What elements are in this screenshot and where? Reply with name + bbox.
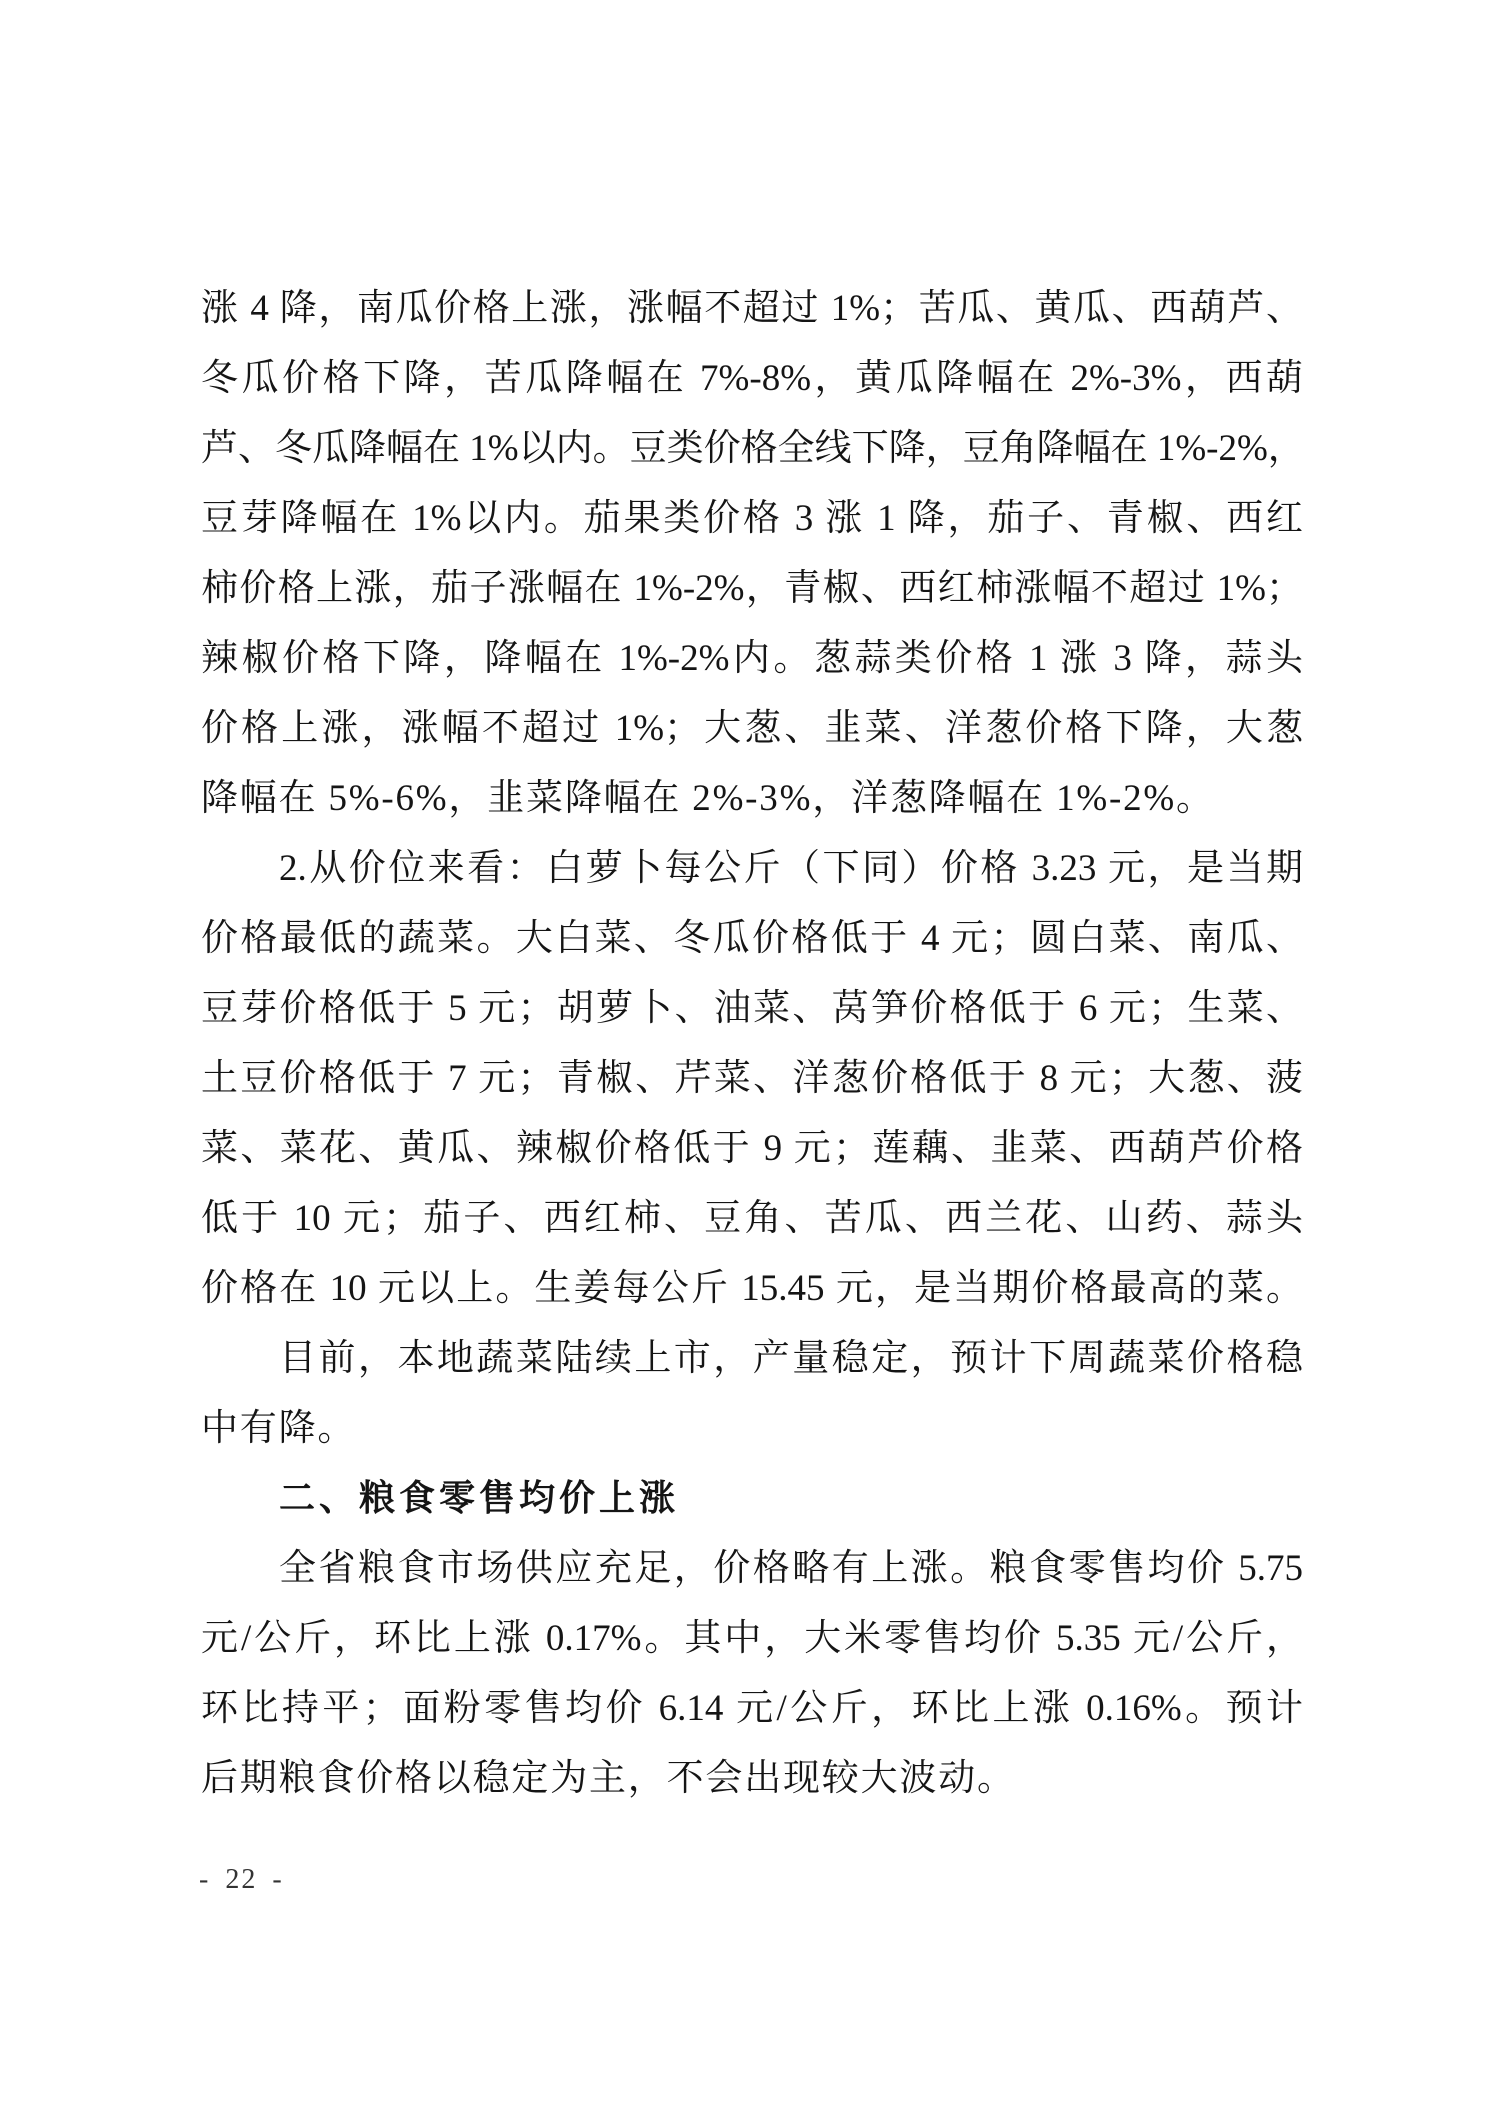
- text-line: 价格上涨，涨幅不超过 1%；大葱、韭菜、洋葱价格下降，大葱: [201, 708, 1303, 749]
- text-line: 价格最低的蔬菜。大白菜、冬瓜价格低于 4 元；圆白菜、南瓜、: [201, 918, 1303, 959]
- paragraph-outlook: [201, 1324, 1303, 1464]
- text-line: 低于 10 元；茄子、西红柿、豆角、苦瓜、西兰花、山药、蒜头: [201, 1198, 1303, 1239]
- paragraph-vegetable-changes: [201, 274, 1303, 834]
- text-line: 中有降。: [201, 1408, 357, 1449]
- text-line: 辣椒价格下降，降幅在 1%-2%内。葱蒜类价格 1 涨 3 降，蒜头: [201, 638, 1303, 679]
- text-line: 环比持平；面粉零售均价 6.14 元/公斤，环比上涨 0.16%。预计: [201, 1688, 1303, 1729]
- document-body: [201, 274, 1303, 1814]
- text-line: 目前，本地蔬菜陆续上市，产量稳定，预计下周蔬菜价格稳: [279, 1338, 1303, 1379]
- text-line: 土豆价格低于 7 元；青椒、芹菜、洋葱价格低于 8 元；大葱、菠: [201, 1058, 1303, 1099]
- paragraph-grain-prices: [201, 1534, 1303, 1814]
- text-line: 后期粮食价格以稳定为主，不会出现较大波动。: [201, 1758, 1016, 1799]
- text-line: 柿价格上涨，茄子涨幅在 1%-2%，青椒、西红柿涨幅不超过 1%；: [201, 568, 1303, 609]
- section-heading: 二、粮食零售均价上涨: [279, 1478, 680, 1519]
- text-line: 降幅在 5%-6%，韭菜降幅在 2%-3%，洋葱降幅在 1%-2%。: [201, 778, 1215, 819]
- text-line: 菜、菜花、黄瓜、辣椒价格低于 9 元；莲藕、韭菜、西葫芦价格: [201, 1128, 1303, 1169]
- text-line: 元/公斤，环比上涨 0.17%。其中，大米零售均价 5.35 元/公斤，: [201, 1618, 1303, 1659]
- text-line: 豆芽降幅在 1%以内。茄果类价格 3 涨 1 降，茄子、青椒、西红: [201, 498, 1303, 539]
- text-line: 豆芽价格低于 5 元；胡萝卜、油菜、莴笋价格低于 6 元；生菜、: [201, 988, 1303, 1029]
- text-line: 全省粮食市场供应充足，价格略有上涨。粮食零售均价 5.75: [279, 1548, 1303, 1589]
- text-line: 冬瓜价格下降，苦瓜降幅在 7%-8%，黄瓜降幅在 2%-3%，西葫: [201, 358, 1303, 399]
- text-line: 涨 4 降，南瓜价格上涨，涨幅不超过 1%；苦瓜、黄瓜、西葫芦、: [201, 288, 1303, 329]
- text-line: 价格在 10 元以上。生姜每公斤 15.45 元，是当期价格最高的菜。: [201, 1268, 1303, 1309]
- text-line: 2.从价位来看：白萝卜每公斤（下同）价格 3.23 元，是当期: [279, 848, 1303, 889]
- paragraph-price-levels: [201, 834, 1303, 1324]
- text-line: 芦、冬瓜降幅在 1%以内。豆类价格全线下降，豆角降幅在 1%-2%，: [201, 428, 1305, 469]
- page-number: - 22 -: [199, 1864, 284, 1895]
